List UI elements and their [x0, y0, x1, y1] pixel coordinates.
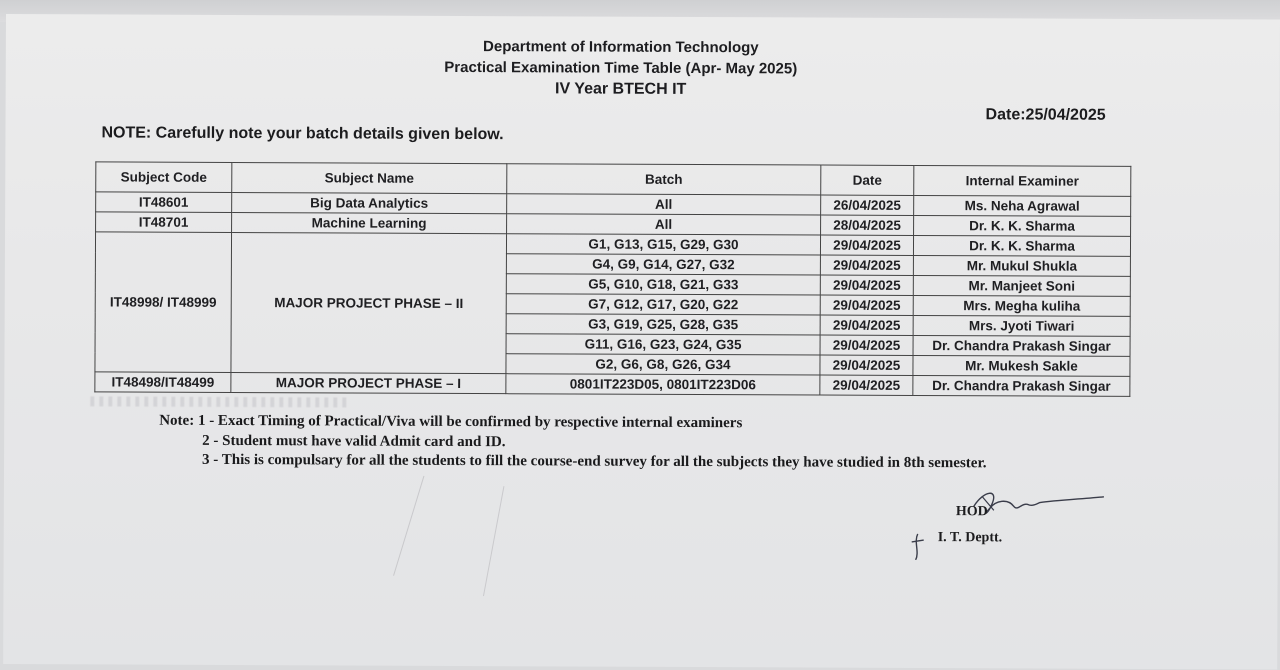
issue-date: Date:25/04/2025	[985, 106, 1106, 124]
batch-cell: 0801IT223D05, 0801IT223D06	[506, 374, 820, 395]
col-batch: Batch	[507, 164, 821, 195]
batch-cell: G2, G6, G8, G26, G34	[506, 354, 820, 375]
dept-label: I. T. Deptt.	[937, 530, 1003, 546]
subject-name-cell: Big Data Analytics	[232, 192, 507, 213]
table-header-row	[96, 162, 1131, 197]
batch-cell: G4, G9, G14, G27, G32	[506, 254, 820, 275]
subject-name-cell: Machine Learning	[232, 212, 507, 233]
table-row	[95, 372, 1130, 397]
paper-sheet	[3, 14, 1280, 670]
date-cell: 29/04/2025	[820, 255, 913, 275]
hod-label: HOD	[955, 504, 988, 520]
col-internal-examiner: Internal Examiner	[914, 165, 1131, 196]
department-heading: Department of Information Technology	[483, 38, 759, 57]
date-cell: 29/04/2025	[820, 295, 913, 315]
subject-name-cell: MAJOR PROJECT PHASE – II	[231, 232, 507, 373]
subject-code-cell: IT48998/ IT48999	[95, 232, 232, 373]
table-row	[95, 232, 1130, 257]
notes-block	[159, 413, 987, 475]
subject-code-cell: IT48601	[96, 192, 232, 213]
faded-text-smudge	[90, 396, 350, 407]
date-cell: 29/04/2025	[820, 335, 913, 355]
batch-cell: G5, G10, G18, G21, G33	[506, 274, 820, 295]
batch-cell: G11, G16, G23, G24, G35	[506, 334, 820, 355]
date-cell: 29/04/2025	[820, 315, 913, 335]
col-subject-code: Subject Code	[96, 162, 232, 193]
batch-cell: G1, G13, G15, G29, G30	[506, 234, 820, 255]
batch-note: NOTE: Carefully note your batch details given below.	[101, 124, 504, 144]
year-heading: IV Year BTECH IT	[554, 80, 687, 98]
date-cell: 28/04/2025	[821, 215, 914, 235]
examiner-cell: Mr. Mukesh Sakle	[913, 355, 1130, 376]
document-title: Practical Examination Time Table (Apr- May 2025)	[444, 58, 798, 78]
col-date: Date	[821, 165, 914, 195]
hod-signature	[904, 480, 1114, 561]
paper-crease	[383, 476, 544, 617]
examiner-cell: Mrs. Megha kuliha	[913, 295, 1130, 316]
batch-cell: All	[507, 194, 821, 215]
subject-code-cell: IT48701	[96, 212, 232, 233]
examiner-cell: Dr. K. K. Sharma	[914, 215, 1131, 236]
batch-cell: All	[507, 214, 821, 235]
date-cell: 29/04/2025	[820, 235, 913, 255]
subject-name-cell: MAJOR PROJECT PHASE – I	[231, 372, 506, 393]
examiner-cell: Mrs. Jyoti Tiwari	[913, 315, 1130, 336]
date-cell: 26/04/2025	[821, 195, 914, 215]
examiner-cell: Mr. Manjeet Soni	[913, 275, 1130, 296]
examiner-cell: Dr. Chandra Prakash Singar	[913, 375, 1130, 396]
timetable	[94, 161, 1131, 397]
note-2: 2 - Student must have valid Admit card and ID.	[202, 432, 506, 450]
note-1: Note: 1 - Exact Timing of Practical/Viva will be confirmed by respective internal examiners	[159, 412, 743, 432]
batch-cell: G7, G12, G17, G20, G22	[506, 294, 820, 315]
note-3: 3 - This is compulsary for all the students to fill the course-end survey for all the subjects they have studied in 8th semester.	[202, 451, 987, 472]
batch-cell: G3, G19, G25, G28, G35	[506, 314, 820, 335]
date-cell: 29/04/2025	[820, 355, 913, 375]
subject-code-cell: IT48498/IT48499	[95, 372, 231, 393]
examiner-cell: Dr. Chandra Prakash Singar	[913, 335, 1130, 356]
date-cell: 29/04/2025	[820, 275, 913, 295]
date-cell: 29/04/2025	[820, 375, 913, 395]
col-subject-name: Subject Name	[232, 162, 507, 193]
examiner-cell: Dr. K. K. Sharma	[913, 235, 1130, 256]
examiner-cell: Mr. Mukul Shukla	[913, 255, 1130, 276]
examiner-cell: Ms. Neha Agrawal	[914, 195, 1131, 216]
